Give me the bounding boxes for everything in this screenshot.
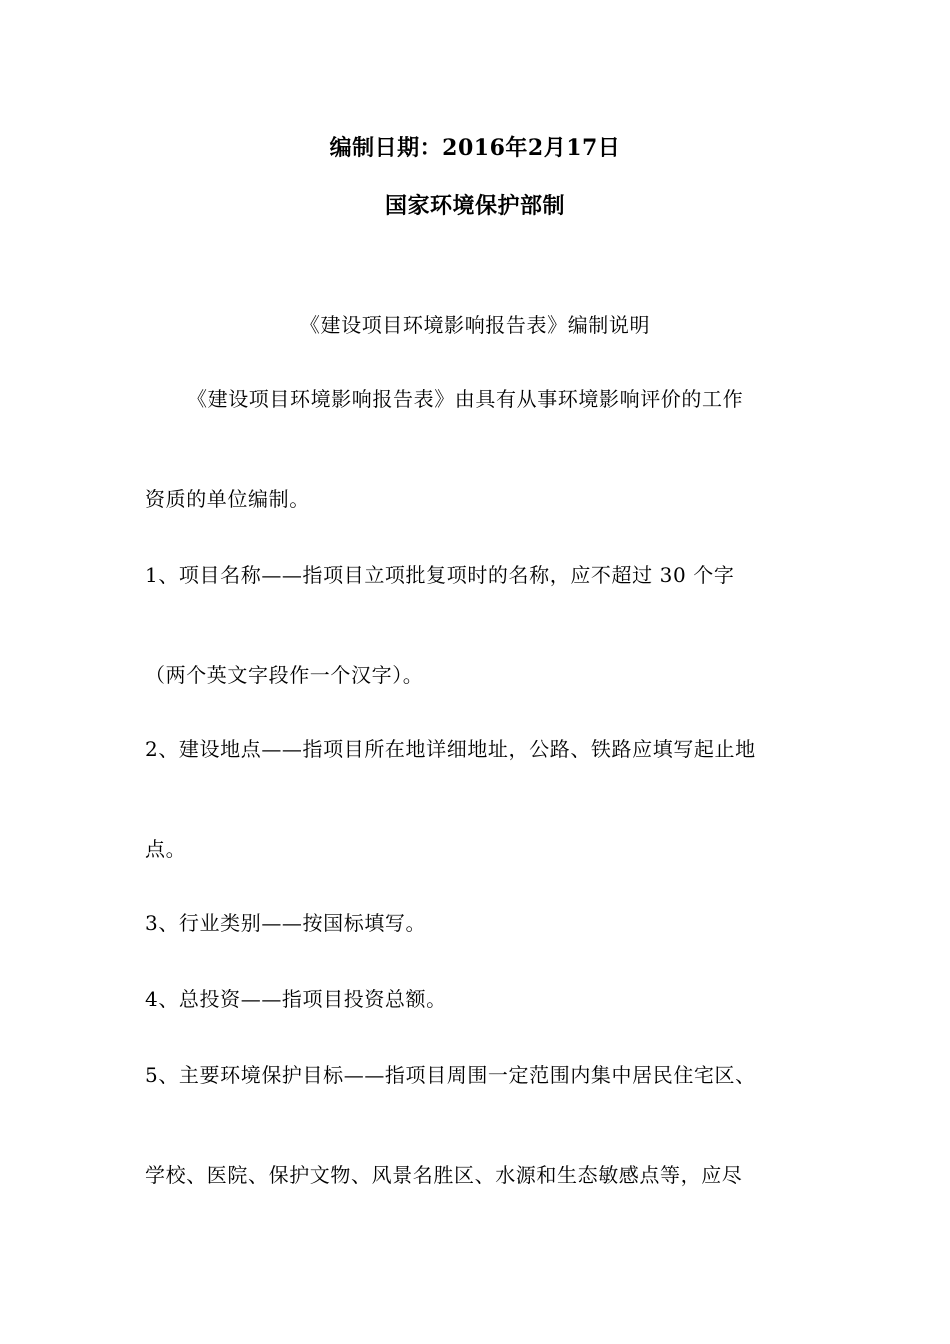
- item-1-line-2: （两个英文字段作一个汉字）。: [145, 663, 424, 687]
- issuing-authority: 国家环境保护部制: [384, 193, 565, 219]
- compilation-date: 编制日期：2016年2月17日: [329, 135, 621, 161]
- item-4: 4、总投资——指项目投资总额。: [145, 987, 447, 1011]
- item-5-line-1: 5、主要环境保护目标——指项目周围一定范围内集中居民住宅区、: [145, 1063, 756, 1087]
- item-2-line-1: 2、建设地点——指项目所在地详细地址，公路、铁路应填写起止地: [145, 737, 756, 761]
- item-2-line-2: 点。: [145, 837, 187, 861]
- item-3: 3、行业类别——按国标填写。: [145, 911, 427, 935]
- item-5-line-2: 学校、医院、保护文物、风景名胜区、水源和生态敏感点等，应尽: [145, 1163, 743, 1187]
- intro-line-2: 资质的单位编制。: [145, 487, 310, 511]
- instructions-title: 《建设项目环境影响报告表》编制说明: [299, 313, 651, 337]
- item-1-line-1: 1、项目名称——指项目立项批复项时的名称，应不超过 30 个字: [145, 563, 735, 587]
- intro-line-1: 《建设项目环境影响报告表》由具有从事环境影响评价的工作: [187, 387, 744, 411]
